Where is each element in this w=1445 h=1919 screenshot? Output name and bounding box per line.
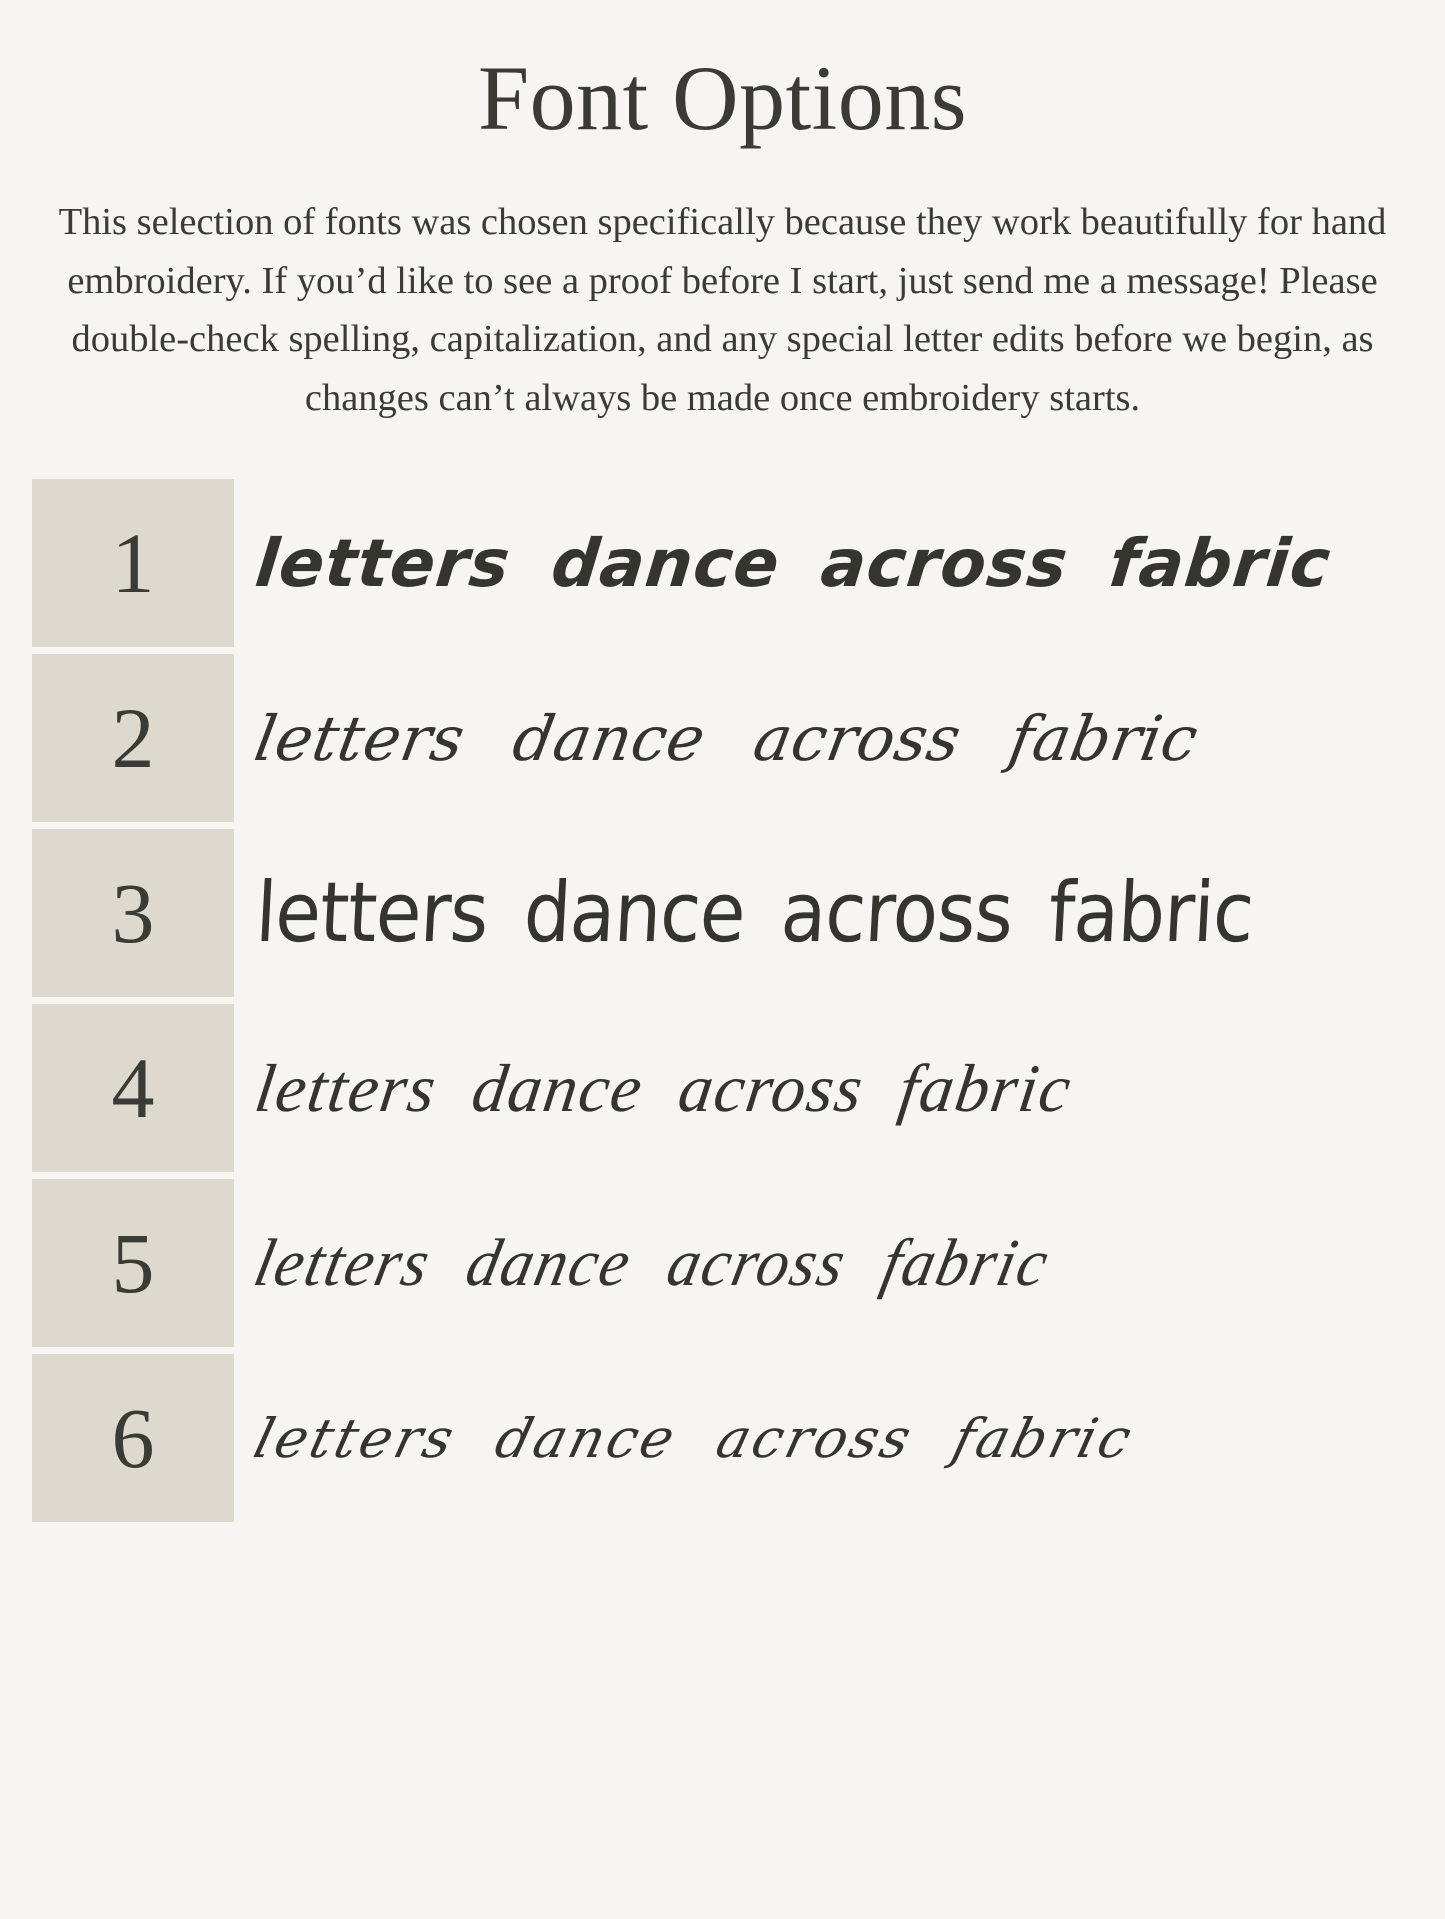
- option-number-3: 3: [32, 829, 234, 997]
- option-number-5: 5: [32, 1179, 234, 1347]
- font-sample-1: letters dance across fabric: [251, 524, 1335, 602]
- option-number-6: 6: [32, 1354, 234, 1522]
- font-option-row[interactable]: [32, 1179, 1445, 1347]
- option-number-4: 4: [32, 1004, 234, 1172]
- font-sample-5: letters dance across fabric: [248, 1225, 1057, 1300]
- font-sample-2: letters dance across fabric: [249, 701, 1204, 775]
- option-number-2: 2: [32, 654, 234, 822]
- font-option-row[interactable]: [32, 479, 1445, 647]
- font-sample-6: letters dance across fabric: [248, 1406, 1141, 1470]
- intro-paragraph: This selection of fonts was chosen specifically because they work beautifully for hand embroidery. If you’d like to see a proof before I start, just send me a message! Please double-check spelling, capitalization, and any special letter edits before we begin, as changes can’t always be made once embroidery starts.: [58, 201, 1387, 419]
- page-title: Font Options: [477, 47, 968, 149]
- option-number-1: 1: [32, 479, 234, 647]
- font-sample-4: letters dance across fabric: [250, 1049, 1077, 1126]
- font-sample-3: letters dance across fabric: [253, 865, 1256, 962]
- font-option-row[interactable]: [32, 654, 1445, 822]
- font-option-row[interactable]: [32, 1004, 1445, 1172]
- font-option-row[interactable]: [32, 1354, 1445, 1522]
- font-option-row[interactable]: [32, 829, 1445, 997]
- font-options-page: [0, 48, 1445, 1919]
- font-options-list: [0, 479, 1445, 1522]
